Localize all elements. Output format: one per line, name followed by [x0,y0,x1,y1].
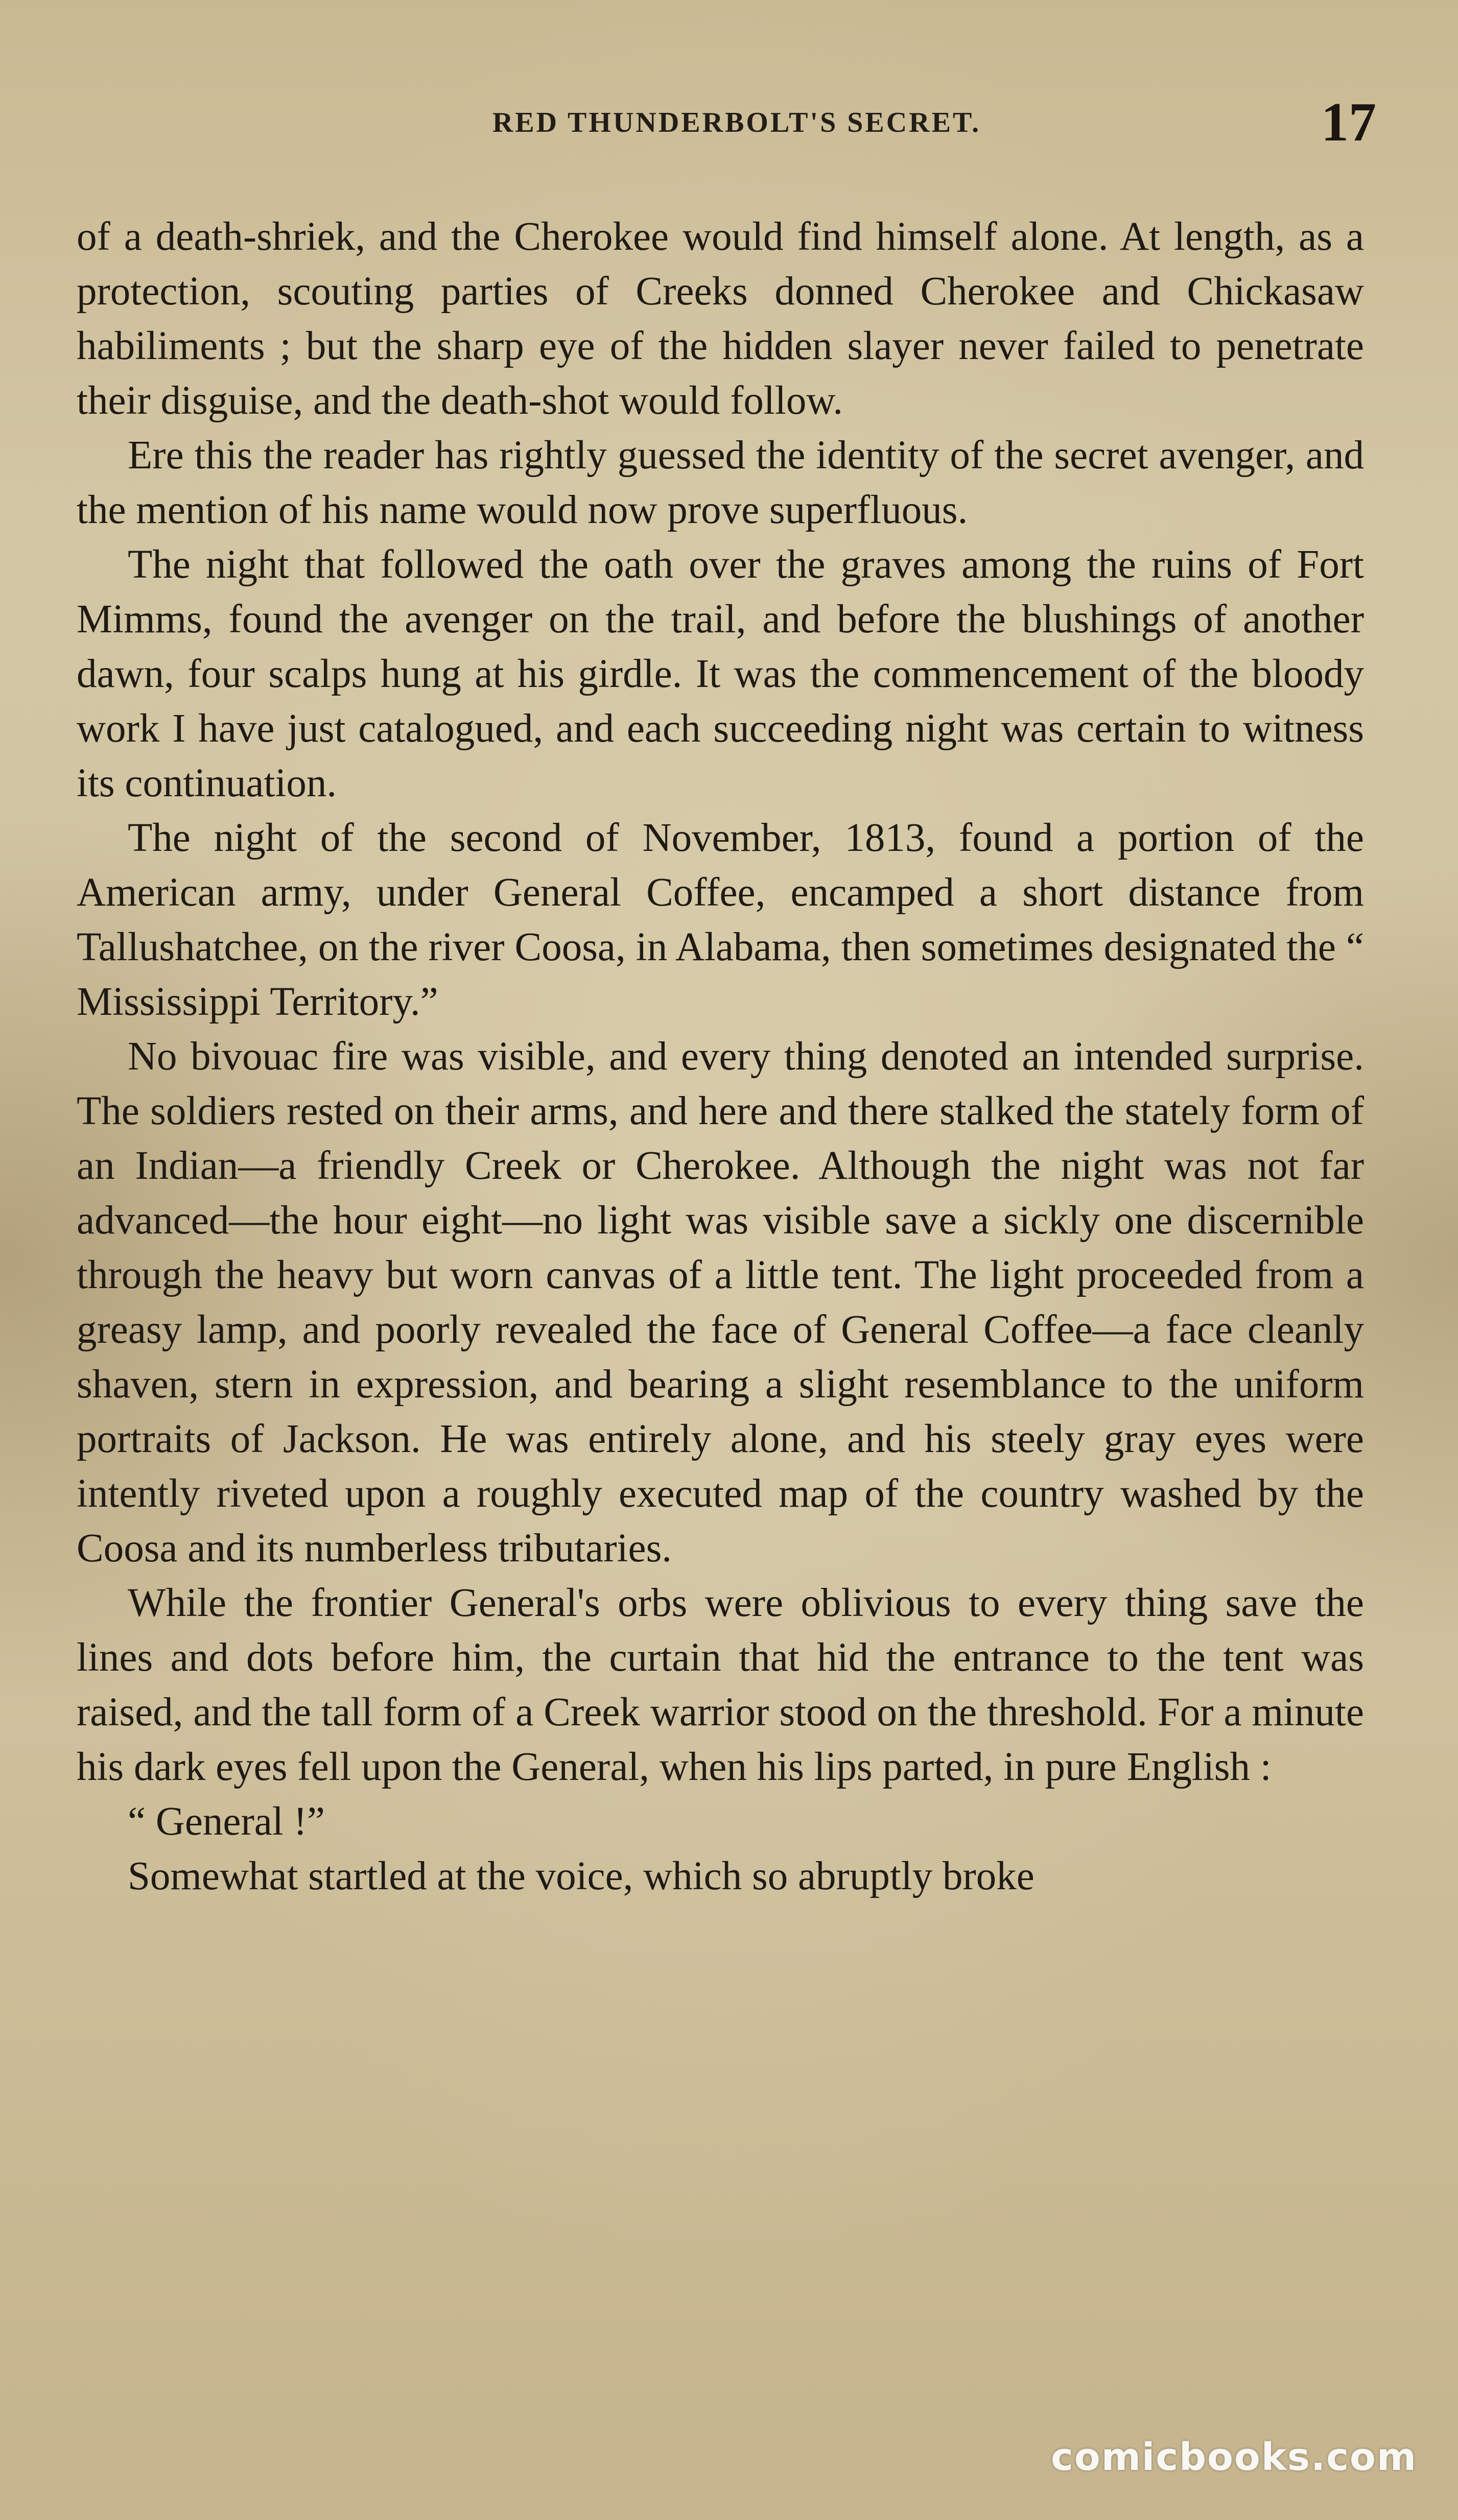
running-title: RED THUNDERBOLT'S SECRET. [492,107,981,138]
paragraph: The night that followed the oath over the graves among the ruins of Fort Mimms, found the avenger on the trail, and before the blushings of another dawn, four scalps hung at his girdle. It was the commencement of the bloody work I have just catalogued, and each succeeding night was certain to witness its continuation. [77,542,1364,805]
paragraph: Somewhat startled at the voice, which so abruptly broke [128,1854,1034,1898]
paragraph: No bivouac fire was visible, and every thing denoted an intended surprise. The soldiers rested on their arms, and here and there stalked the stately form of an Indian—a friendly Creek or Cherokee. Although the night was not far advanced—the hour eight—no light was visible save a sickly one discernible through the heavy but worn canvas of a little tent. The light proceeded from a greasy lamp, and poorly revealed the face of General Coffee—a face cleanly shaven, stern in expression, and bearing a slight resemblance to the uniform portraits of Jackson. He was entirely alone, and his steely gray eyes were intently riveted upon a roughly executed map of the country washed by the Coosa and its numberless tributaries. [77,1034,1364,1571]
paragraph: of a death-shriek, and the Cherokee would find himself alone. At length, as a protection, scouting parties of Creeks donned Cherokee and Chickasaw habiliments ; but the sharp eye of the hidden slayer never failed to penetrate their disguise, and the death-shot would follow. [77,215,1364,423]
body-text [77,209,1364,1904]
paragraph: Ere this the reader has rightly guessed the identity of the secret avenger, and the mention of his name would now prove superfluous. [77,433,1364,532]
paragraph: The night of the second of November, 1813, found a portion of the American army, under General Coffee, encamped a short distance from Tallushatchee, on the river Coosa, in Alabama, then sometimes designated the “ Mississippi Territory.” [77,816,1364,1024]
paragraph: “ General !” [128,1799,325,1844]
watermark: comicbooks.com [1051,2435,1417,2479]
page-header [77,91,1397,168]
paragraph: While the frontier General's orbs were oblivious to every thing save the lines and dots before him, the curtain that hid the entrance to the tent was raised, and the tall form of a Creek warrior stood on the threshold. For a minute his dark eyes fell upon the General, when his lips parted, in pure English : [77,1581,1364,1789]
page-number: 17 [1321,92,1376,153]
